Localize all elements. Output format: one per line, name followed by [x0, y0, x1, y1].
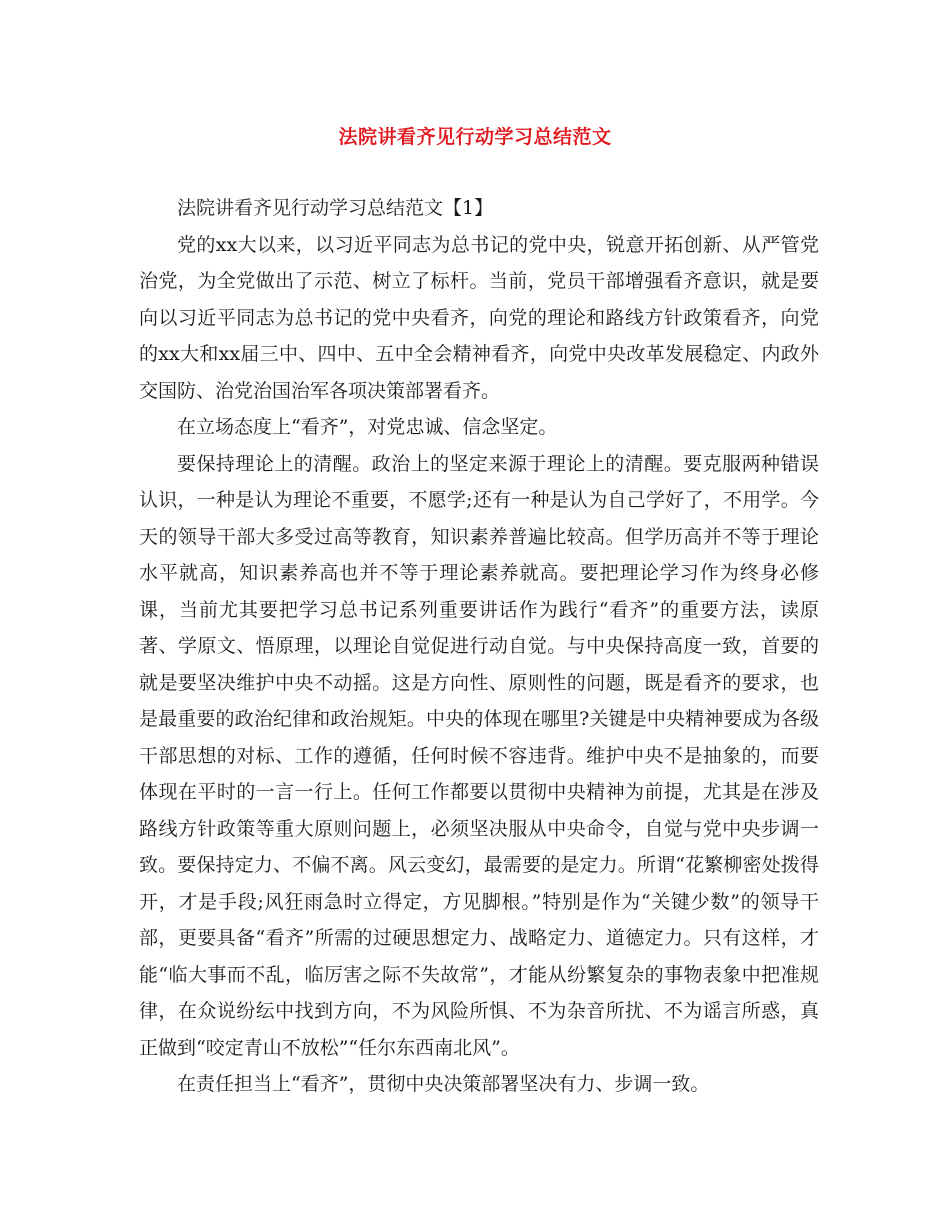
paragraph-heading: 法院讲看齐见行动学习总结范文【1】 — [177, 197, 494, 219]
paragraph: 在立场态度上“看齐”，对党忠诚、信念坚定。 — [177, 416, 558, 438]
paragraph: 要保持理论上的清醒。政治上的坚定来源于理论上的清醒。要克服两种错误认识，一种是认为理论不重要，不愿学;还有一种是认为自己学好了，不用学。今天的领导干部大多受过高等教育，知识素养普遍比较高。但学历高并不等于理论水平就高，知识素养高也并不等于理论素养就高。要把理论学习作为终身必修课，当前尤其要把学习总书记系列重要讲话作为践行“看齐”的重要方法，读原著、学原文、悟原理，以理论自觉促进行动自觉。与中央保持高度一致，首要的就是要坚决维护中央不动摇。这是方向性、原则性的问题，既是看齐的要求，也是最重要的政治纪律和政治规矩。中央的体现在哪里?关键是中央精神要成为各级干部思想的对标、工作的遵循，任何时候不容违背。维护中央不是抽象的，而要体现在平时的一言一行上。任何工作都要以贯彻中央精神为前提，尤其是在涉及路线方针政策等重大原则问题上，必须坚决服从中央命令，自觉与党中央步调一致。要保持定力、不偏不离。风云变幻，最需要的是定力。所谓“花繁柳密处拨得开，才是手段;风狂雨急时立得定，方见脚根。”特别是作为“关键少数”的领导干部，更要具备“看齐”所需的过硬思想定力、战略定力、道德定力。只有这样，才能“临大事而不乱，临厉害之际不失故常”，才能从纷繁复杂的事物表象中把准规律，在众说纷纭中找到方向，不为风险所惧、不为杂音所扰、不为谣言所惑，真正做到“咬定青山不放松”“任尔东西南北风”。 — [139, 452, 819, 1059]
paragraph: 在责任担当上“看齐”，贯彻中央决策部署坚决有力、步调一致。 — [177, 1073, 710, 1095]
document-body — [139, 190, 819, 1103]
document-title: 法院讲看齐见行动学习总结范文 — [338, 126, 612, 148]
paragraph: 党的xx大以来，以习近平同志为总书记的党中央，锐意开拓创新、从严管党治党，为全党做出了示范、树立了标杆。当前，党员干部增强看齐意识，就是要向以习近平同志为总书记的党中央看齐，向党的理论和路线方针政策看齐，向党的xx大和xx届三中、四中、五中全会精神看齐，向党中央改革发展稳定、内政外交国防、治党治国治军各项决策部署看齐。 — [139, 233, 819, 402]
